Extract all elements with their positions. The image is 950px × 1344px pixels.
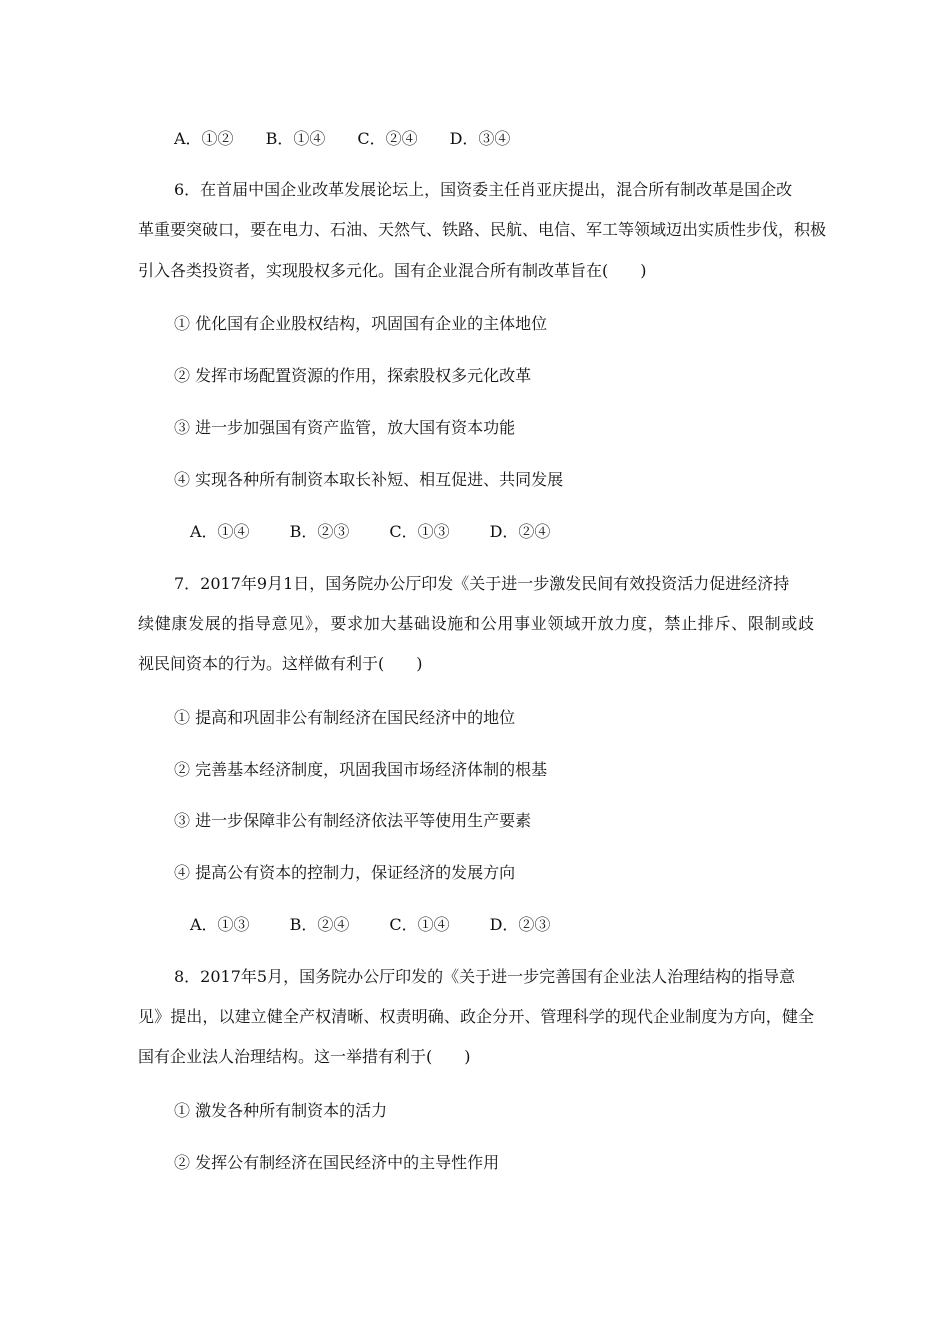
option-c: C．①④: [389, 915, 450, 934]
option-d: D．②④: [489, 522, 551, 541]
option-b: B．①④: [265, 129, 326, 148]
q7-options: [190, 915, 590, 935]
q7-item-1: ① 提高和巩固非公有制经济在国民经济中的地位: [174, 708, 516, 727]
q7-stem-line-3: 视民间资本的行为。这样做有利于( ): [138, 654, 423, 673]
prev-question-options: [174, 129, 542, 149]
option-c: C．②④: [357, 129, 418, 148]
q6-item-3: ③ 进一步加强国有资产监管，放大国有资本功能: [174, 418, 516, 437]
option-b: B．②④: [289, 915, 350, 934]
q6-item-4: ④ 实现各种所有制资本取长补短、相互促进、共同发展: [174, 470, 564, 489]
q6-item-2: ② 发挥市场配置资源的作用，探索股权多元化改革: [174, 366, 532, 385]
option-c: C．①③: [389, 522, 450, 541]
q8-stem-line-3: 国有企业法人治理结构。这一举措有利于( ): [138, 1047, 471, 1066]
option-a: A．①③: [190, 915, 250, 934]
q6-item-1: ① 优化国有企业股权结构，巩固国有企业的主体地位: [174, 314, 548, 333]
option-d: D．②③: [489, 915, 551, 934]
option-a: A．①④: [190, 522, 250, 541]
q6-options: [190, 522, 590, 542]
option-a: A．①②: [174, 129, 234, 148]
q7-stem-line-2: 续健康发展的指导意见》，要求加大基础设施和公用事业领域开放力度，禁止排斥、限制或歧: [138, 614, 814, 633]
q7-stem-line-1: 7．2017年9月1日，国务院办公厅印发《关于进一步激发民间有效投资活力促进经济持: [174, 574, 790, 593]
q7-item-2: ② 完善基本经济制度，巩固我国市场经济体制的根基: [174, 760, 548, 779]
q8-stem-line-2: 见》提出，以建立健全产权清晰、权责明确、政企分开、管理科学的现代企业制度为方向，健全: [138, 1007, 814, 1026]
q8-stem-line-1: 8．2017年5月，国务院办公厅印发的《关于进一步完善国有企业法人治理结构的指导意: [174, 967, 796, 986]
q6-stem-line-2: 革重要突破口，要在电力、石油、天然气、铁路、民航、电信、军工等领域迈出实质性步伐，积极: [138, 220, 827, 239]
q6-stem-line-3: 引入各类投资者，实现股权多元化。国有企业混合所有制改革旨在( ): [138, 261, 647, 280]
q6-stem-line-1: 6．在首届中国企业改革发展论坛上，国资委主任肖亚庆提出，混合所有制改革是国企改: [174, 180, 793, 199]
q8-item-2: ② 发挥公有制经济在国民经济中的主导性作用: [174, 1153, 500, 1172]
q8-item-1: ① 激发各种所有制资本的活力: [174, 1101, 388, 1120]
option-b: B．②③: [289, 522, 350, 541]
q7-item-4: ④ 提高公有资本的控制力，保证经济的发展方向: [174, 863, 516, 882]
option-d: D．③④: [449, 129, 511, 148]
q7-item-3: ③ 进一步保障非公有制经济依法平等使用生产要素: [174, 811, 532, 830]
